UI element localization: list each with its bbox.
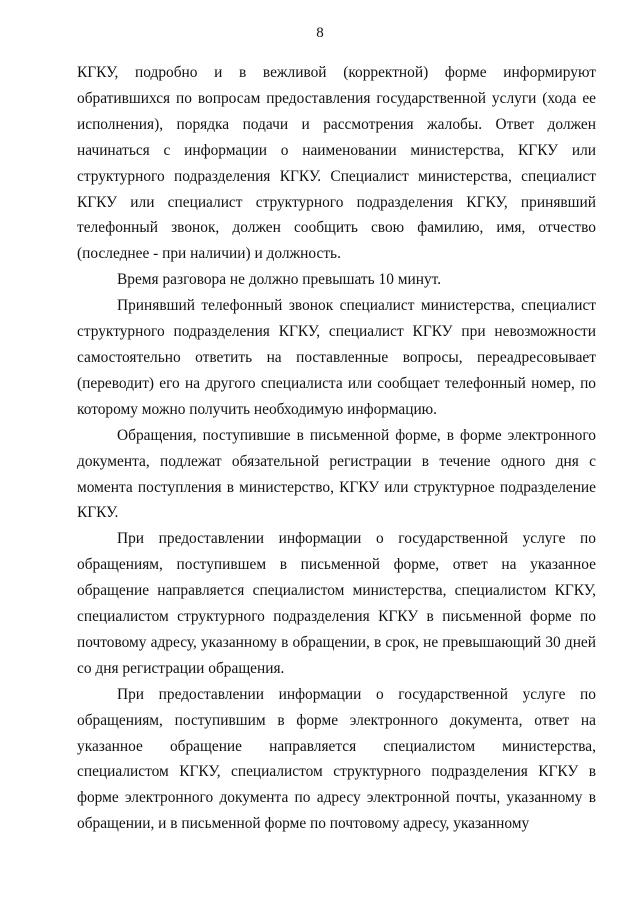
- page-number: 8: [316, 25, 324, 41]
- paragraph-call-redirect: Принявший телефонный звонок специалист министерства, специалист структурного подразделения КГКУ, специалист КГКУ при невозможности самостоятельно ответить на поставленные вопросы, переадресовывает (переводит) его на другого специалиста или сообщает телефонный номер, по которому можно получить необходимую информацию.: [77, 297, 596, 418]
- paragraph-electronic-response: При предоставлении информации о государственной услуге по обращениям, поступившим в форме электронного документа, ответ на указанное обращение направляется специалистом министерства, специалистом КГКУ, специалистом структурного подразделения КГКУ в форме электронного документа по адресу электронной почты, указанному в обращении, и в письменной форме по почтовому адресу, указанному: [77, 685, 596, 833]
- paragraph-call-duration: Время разговора не должно превышать 10 минут.: [117, 271, 442, 289]
- paragraph-registration: Обращения, поступившие в письменной форме, в форме электронного документа, подлежат обязательной регистрации в течение одного дня с момента поступления в министерство, КГКУ или структурное подразделение КГКУ.: [77, 426, 596, 522]
- document-body: [77, 60, 596, 837]
- paragraph-continuation: КГКУ, подробно и в вежливой (корректной) форме информируют обратившихся по вопросам предоставления государственной услуги (хода ее исполнения), порядка подачи и рассмотрения жалобы. Ответ должен начинаться с информации о наименовании министерства, КГКУ или структурного подразделения КГКУ. Специалист министерства, специалист КГКУ или специалист структурного подразделения КГКУ, принявший телефонный звонок, должен сообщить свою фамилию, имя, отчество (последнее - при наличии) и должность.: [77, 64, 596, 263]
- paragraph-written-response: При предоставлении информации о государственной услуге по обращениям, поступившем в письменной форме, ответ на указанное обращение направляется специалистом министерства, специалистом КГКУ, специалистом структурного подразделения КГКУ в письменной форме по почтовому адресу, указанному в обращении, в срок, не превышающий 30 дней со дня регистрации обращения.: [77, 530, 596, 677]
